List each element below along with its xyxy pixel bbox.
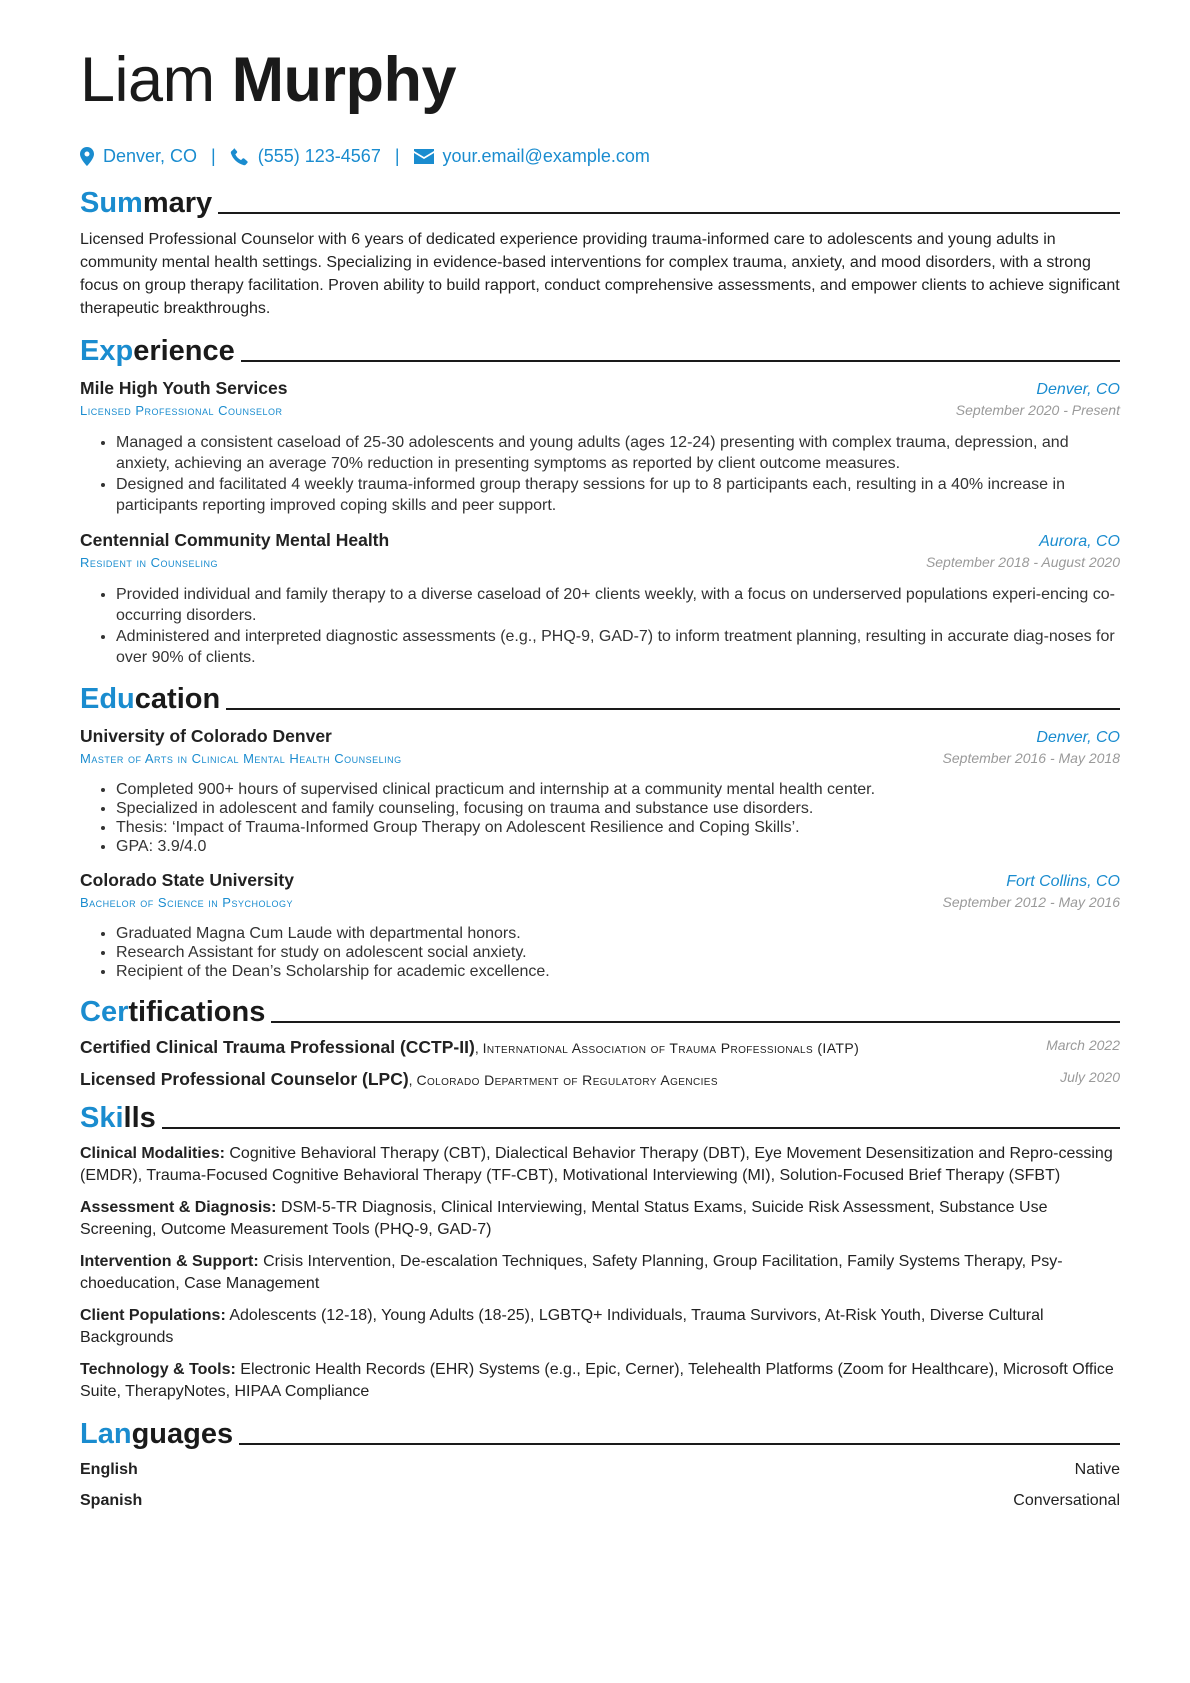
bullet-item: • Research Assistant for study on adolescent social anxiety. <box>116 943 1120 962</box>
degree-title: Bachelor of Science in Psychology <box>80 895 293 910</box>
bullet-list <box>80 432 1120 516</box>
skill-category: Client Populations: <box>80 1307 226 1324</box>
section-title <box>80 186 212 220</box>
bullet-item: • Designed and facilitated 4 weekly trauma-informed group therapy sessions for up to 8 participants each, resulting in a 40% increase in participants reporting improved coping skills and peer support. <box>116 474 1120 516</box>
title-accent: Edu <box>80 683 135 715</box>
certification-item <box>80 1069 1120 1091</box>
contact-location <box>80 146 197 167</box>
section-rule <box>271 1021 1120 1023</box>
contact-phone[interactable] <box>230 146 381 167</box>
summary-text: Licensed Professional Counselor with 6 years of dedicated experience providing trauma-informed care to adolescents and young adults in community mental health settings. Specializing in evidence-based interventions for complex trauma, anxiety, and mood disorders, with a strong focus on group therapy facilitation. Proven ability to build rapport, conduct comprehensive assessments, and empower clients to achieve significant therapeutic breakthroughs. <box>80 231 1120 317</box>
bullet-item: • Administered and interpreted diagnostic assessments (e.g., PHQ-9, GAD-7) to inform treatment planning, resulting in accurate diag-noses for over 90% of clients. <box>116 626 1120 668</box>
skill-category: Intervention & Support: <box>80 1253 259 1270</box>
language-name: Spanish <box>80 1492 143 1509</box>
skill-group <box>80 1305 1120 1349</box>
email-link: your.email@example.com <box>442 145 650 166</box>
bullet-item: • Managed a consistent caseload of 25-30 adolescents and young adults (ages 12-24) presenting with complex trauma, depression, and anxiety, achieving an average 70% reduction in presenting symptoms as reported by client outcome measures. <box>116 432 1120 474</box>
certification-item <box>80 1037 1120 1059</box>
certification-name: Licensed Professional Counselor (LPC) <box>80 1069 409 1089</box>
language-row <box>80 1459 1120 1481</box>
contact-bar <box>80 144 1120 168</box>
skill-group <box>80 1197 1120 1241</box>
map-pin-icon <box>80 147 94 166</box>
section-title <box>80 1101 156 1135</box>
section-rule <box>218 212 1120 214</box>
entry-location: Aurora, CO <box>1039 533 1120 550</box>
experience-entry <box>80 528 1120 668</box>
certification-issuer: Colorado Department of Regulatory Agencies <box>416 1072 718 1088</box>
skill-list: Adolescents (12-18), Young Adults (18-25), LGBTQ+ Individuals, Trauma Survivors, At-Risk Youth, Diverse Cultural Backgrounds <box>80 1307 1044 1346</box>
certifications-heading <box>80 995 1120 1029</box>
section-rule <box>241 360 1120 362</box>
employer-name: Mile High Youth Services <box>80 378 288 398</box>
skill-group <box>80 1359 1120 1403</box>
contact-email[interactable] <box>414 146 650 167</box>
title-accent: Exp <box>80 335 134 367</box>
title-accent: Lan <box>80 1418 132 1450</box>
entry-location: Fort Collins, CO <box>1006 873 1120 890</box>
title-rest: tifications <box>128 996 266 1028</box>
title-accent: Cer <box>80 996 129 1028</box>
entry-location: Denver, CO <box>1036 381 1120 398</box>
skill-list: Cognitive Behavioral Therapy (CBT), Dialectical Behavior Therapy (DBT), Eye Movement Desensitization and Repro-cessing (EMDR), Trauma-Focused Cognitive Behavioral Therapy (TF-CBT), Motivational Interviewing (MI), Solution-Focused Brief Therapy (SFBT) <box>80 1145 1113 1184</box>
bullet-item: • Recipient of the Dean’s Scholarship for academic excellence. <box>116 962 1120 981</box>
bullet-list <box>80 924 1120 981</box>
skill-list: Crisis Intervention, De-escalation Techniques, Safety Planning, Group Facilitation, Family Systems Therapy, Psy-choeducation, Case Management <box>80 1253 1063 1292</box>
section-title <box>80 995 265 1029</box>
experience-entry <box>80 376 1120 516</box>
entry-dates: September 2020 - Present <box>955 402 1120 418</box>
languages-heading <box>80 1417 1120 1451</box>
bullet-item: • Thesis: ‘Impact of Trauma-Informed Group Therapy on Adolescent Resilience and Coping Skills’. <box>116 818 1120 837</box>
certification-date: March 2022 <box>1046 1037 1120 1053</box>
certification-issuer: International Association of Trauma Professionals (IATP) <box>482 1040 860 1056</box>
title-rest: guages <box>131 1418 234 1450</box>
entry-location: Denver, CO <box>1036 729 1120 746</box>
section-rule <box>162 1127 1120 1129</box>
contact-separator: | <box>211 145 216 166</box>
skill-group <box>80 1143 1120 1187</box>
section-title <box>80 682 220 716</box>
degree-title: Master of Arts in Clinical Mental Health Counseling <box>80 751 402 766</box>
education-heading <box>80 682 1120 716</box>
section-rule <box>239 1443 1120 1445</box>
language-name: English <box>80 1461 138 1478</box>
skill-group <box>80 1251 1120 1295</box>
first-name: Liam <box>80 45 215 115</box>
skill-list: DSM-5-TR Diagnosis, Clinical Interviewing, Mental Status Exams, Suicide Risk Assessment, Substance Use Screening, Outcome Measurement Tools (PHQ-9, GAD-7) <box>80 1199 1048 1238</box>
job-title: Resident in Counseling <box>80 555 219 570</box>
entry-dates: September 2018 - August 2020 <box>925 554 1120 570</box>
skill-category: Technology & Tools: <box>80 1361 236 1378</box>
last-name: Murphy <box>231 45 457 115</box>
title-rest: lls <box>123 1102 156 1134</box>
envelope-icon <box>414 149 434 164</box>
bullet-item: • GPA: 3.9/4.0 <box>116 837 1120 856</box>
skills-heading <box>80 1101 1120 1135</box>
job-title: Licensed Professional Counselor <box>80 403 283 418</box>
language-row <box>80 1490 1120 1512</box>
candidate-name <box>80 40 1120 120</box>
bullet-item: • Completed 900+ hours of supervised clinical practicum and internship at a community mental health center. <box>116 780 1120 799</box>
bullet-item: • Provided individual and family therapy to a diverse caseload of 20+ clients weekly, with a focus on underserved populations experi-encing co-occurring disorders. <box>116 584 1120 626</box>
title-rest: erience <box>133 335 235 367</box>
section-title <box>80 334 235 368</box>
school-name: Colorado State University <box>80 870 294 890</box>
title-accent: Ski <box>80 1102 124 1134</box>
skill-category: Clinical Modalities: <box>80 1145 225 1162</box>
certification-date: July 2020 <box>1060 1069 1120 1085</box>
section-title <box>80 1417 233 1451</box>
language-level: Conversational <box>1013 1492 1120 1509</box>
school-name: University of Colorado Denver <box>80 726 332 746</box>
summary-heading <box>80 186 1120 220</box>
certification-name: Certified Clinical Trauma Professional (CCTP-II) <box>80 1037 475 1057</box>
certification-separator: , <box>474 1040 483 1056</box>
section-rule <box>226 708 1120 710</box>
bullet-item: • Graduated Magna Cum Laude with departmental honors. <box>116 924 1120 943</box>
entry-dates: September 2012 - May 2016 <box>942 894 1120 910</box>
education-entry <box>80 724 1120 856</box>
employer-name: Centennial Community Mental Health <box>80 530 390 550</box>
phone-icon <box>230 147 249 166</box>
title-accent: Sum <box>80 187 143 219</box>
certification-separator: , <box>408 1072 417 1088</box>
education-entry <box>80 868 1120 981</box>
entry-dates: September 2016 - May 2018 <box>942 750 1120 766</box>
experience-heading <box>80 334 1120 368</box>
title-rest: cation <box>134 683 221 715</box>
language-level: Native <box>1074 1461 1120 1478</box>
skill-list: Electronic Health Records (EHR) Systems (e.g., Epic, Cerner), Telehealth Platforms (Zoom for Healthcare), Microsoft Office Suite, TherapyNotes, HIPAA Compliance <box>80 1361 1114 1400</box>
bullet-list <box>80 584 1120 668</box>
contact-separator: | <box>394 145 400 166</box>
bullet-list <box>80 780 1120 856</box>
phone-text: (555) 123-4567 <box>257 145 381 166</box>
location-text: Denver, CO <box>103 145 198 166</box>
skill-category: Assessment & Diagnosis: <box>80 1199 277 1216</box>
title-rest: mary <box>142 187 213 219</box>
bullet-item: • Specialized in adolescent and family counseling, focusing on trauma and substance use disorders. <box>116 799 1120 818</box>
